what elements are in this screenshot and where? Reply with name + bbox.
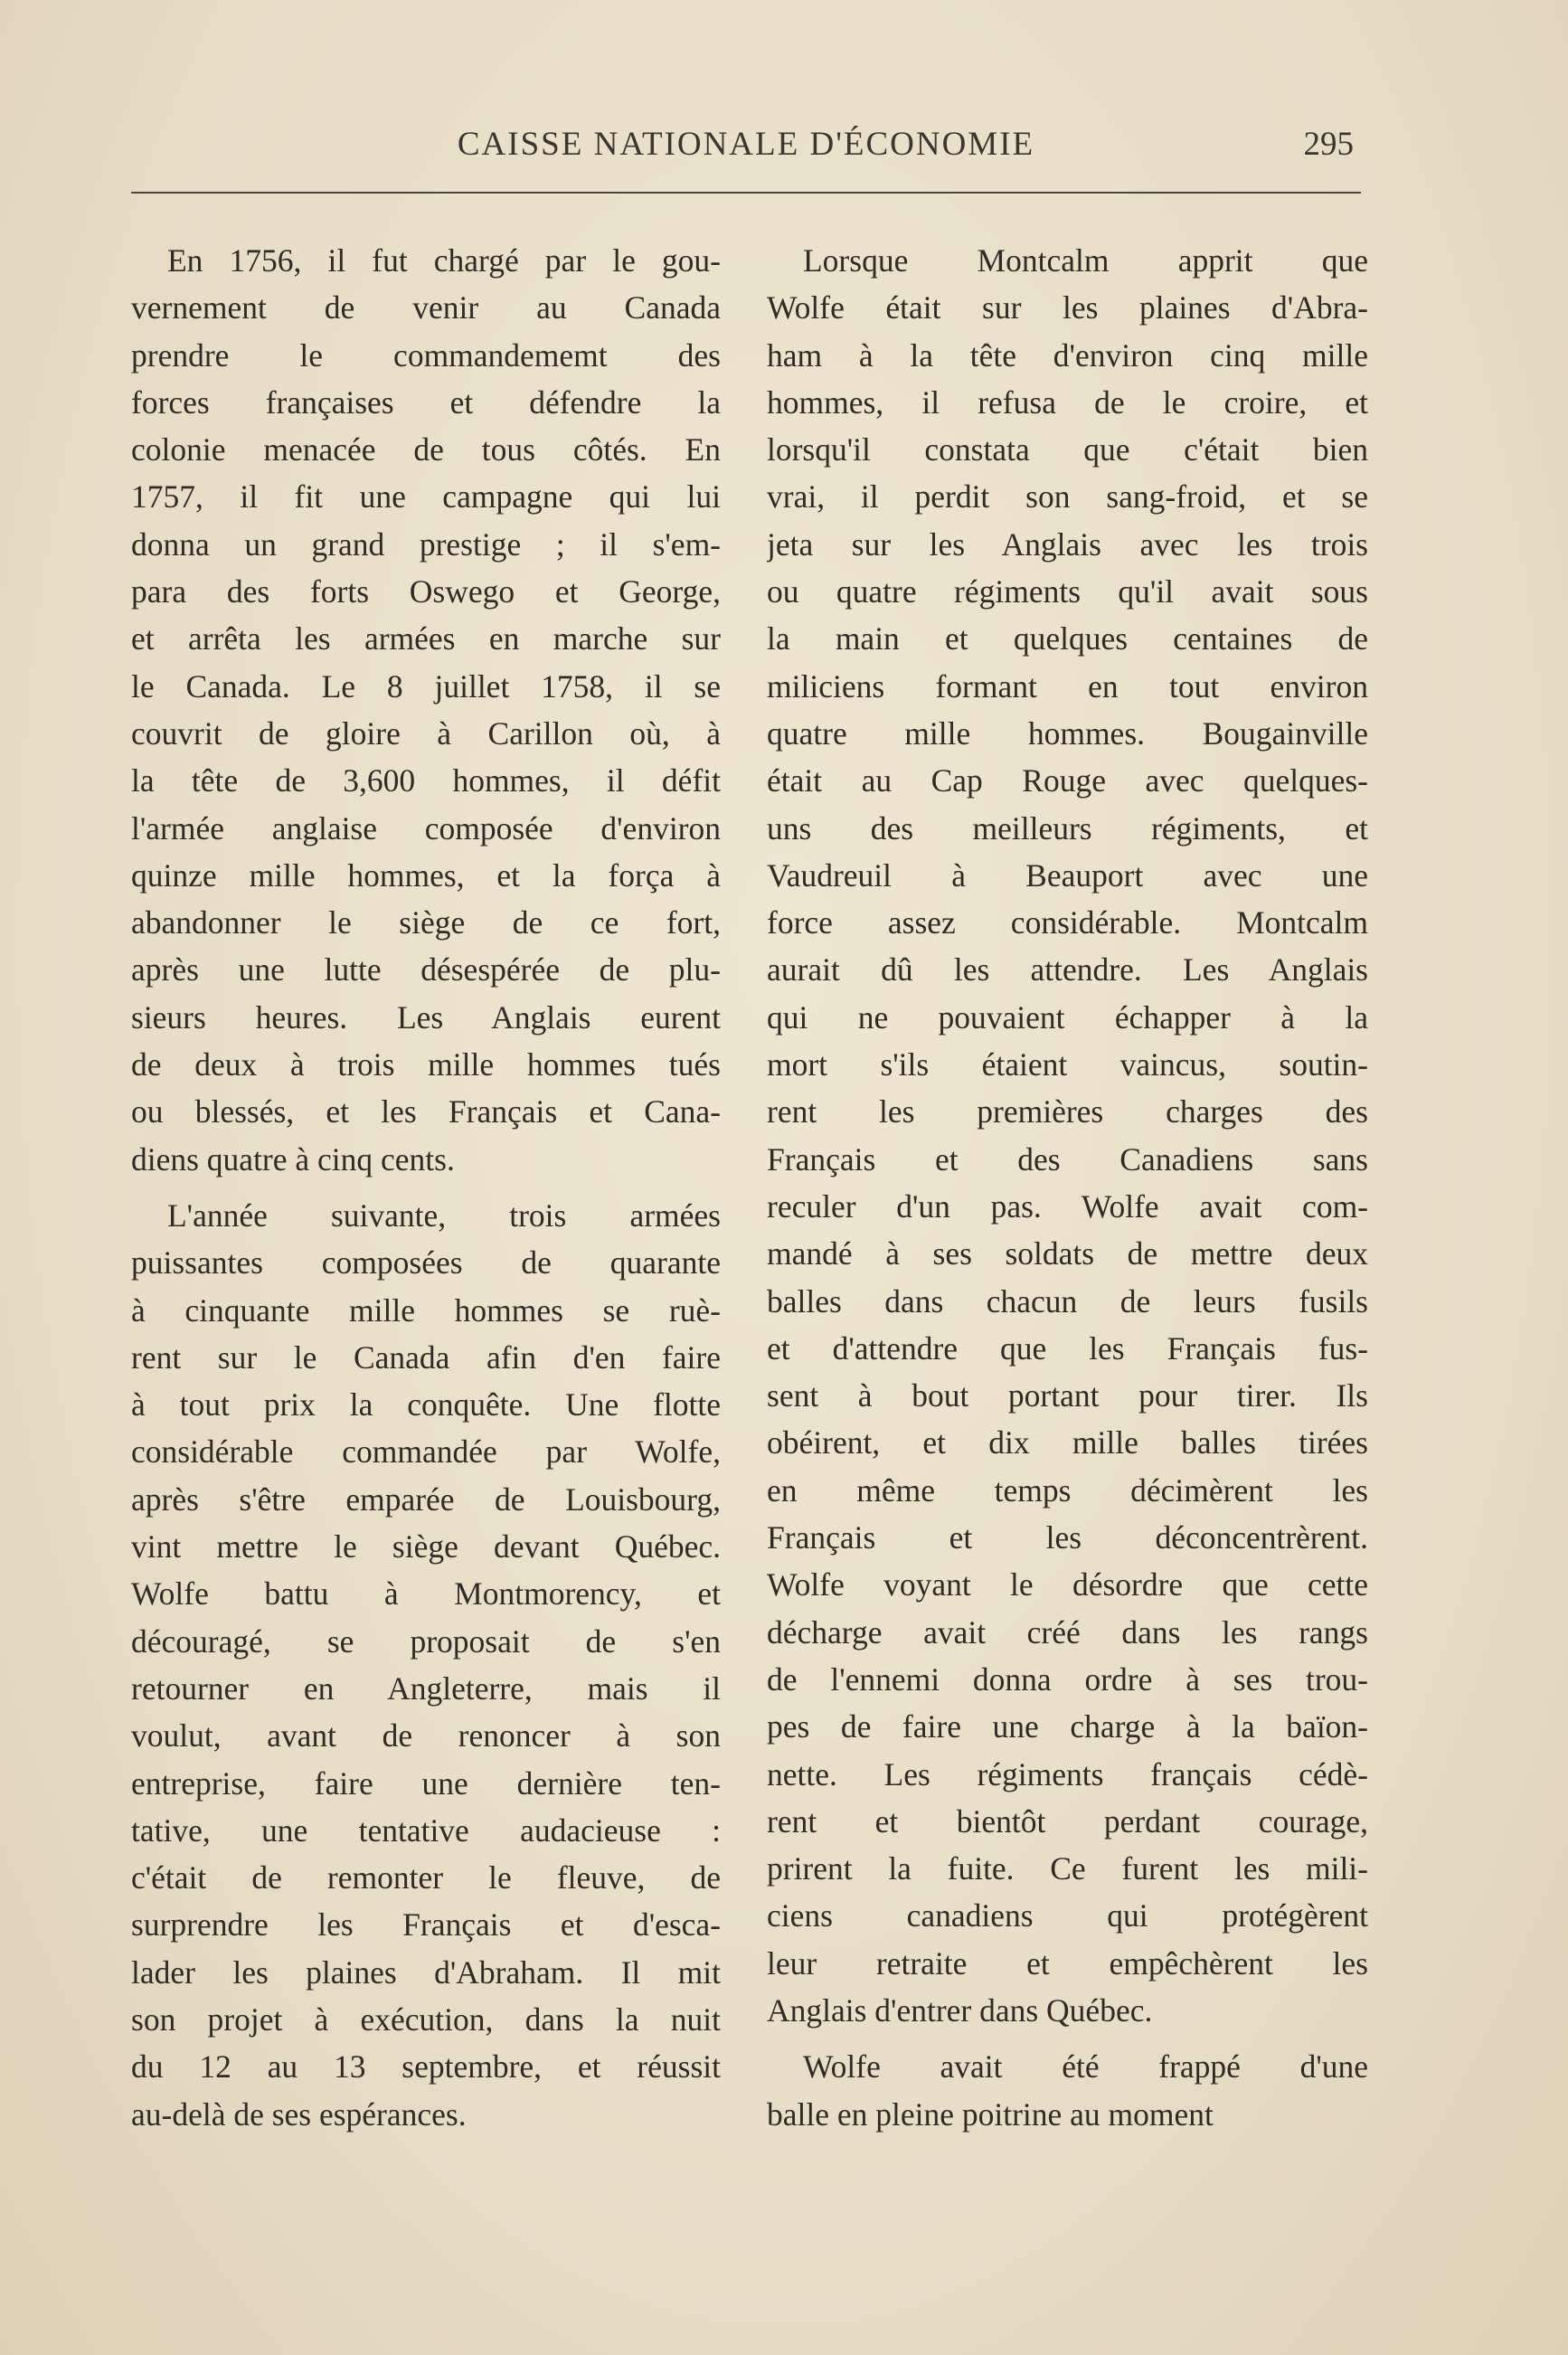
text-line: et arrêta les armées en marche sur: [131, 620, 721, 657]
text-line: Vaudreuil à Beauport avec une: [767, 856, 1368, 894]
text-line: miliciens formant en tout environ: [767, 667, 1368, 705]
text-column-left: [131, 237, 721, 2138]
text-line: au-delà de ses espérances.: [131, 2095, 467, 2133]
text-line: Lorsque Montcalm apprit que: [803, 242, 1368, 279]
text-line: obéirent, et dix mille balles tirées: [767, 1424, 1368, 1461]
text-line: surprendre les Français et d'esca-: [131, 1906, 721, 1944]
paragraph-gap: [131, 1183, 721, 1192]
text-line: c'était de remonter le fleuve, de: [131, 1859, 721, 1896]
text-line: quatre mille hommes. Bougainville: [767, 714, 1368, 752]
text-line: L'année suivante, trois armées: [167, 1196, 721, 1234]
text-line: rent sur le Canada afin d'en faire: [131, 1338, 721, 1376]
text-line: diens quatre à cinq cents.: [131, 1140, 455, 1178]
text-line: décharge avait créé dans les rangs: [767, 1613, 1368, 1650]
text-line: voulut, avant de renoncer à son: [131, 1717, 721, 1754]
text-line: donna un grand prestige ; il s'em-: [131, 525, 721, 563]
text-line: après s'être emparée de Louisbourg,: [131, 1480, 721, 1518]
text-line: rent les premières charges des: [767, 1093, 1368, 1130]
text-line: son projet à exécution, dans la nuit: [131, 2000, 721, 2038]
text-line: qui ne pouvaient échapper à la: [767, 998, 1368, 1036]
text-line: de l'ennemi donna ordre à ses trou-: [767, 1660, 1368, 1698]
text-line: à tout prix la conquête. Une flotte: [131, 1386, 721, 1423]
text-line: ou blessés, et les Français et Cana-: [131, 1093, 721, 1130]
text-line: quinze mille hommes, et la força à: [131, 856, 721, 894]
text-line: après une lutte désespérée de plu-: [131, 951, 721, 988]
text-line: Wolfe battu à Montmorency, et: [131, 1575, 721, 1613]
text-line: Français et les déconcentrèrent.: [767, 1519, 1368, 1556]
text-line: balles dans chacun de leurs fusils: [767, 1282, 1368, 1319]
text-line: 1757, il fit une campagne qui lui: [131, 478, 721, 515]
text-line: para des forts Oswego et George,: [131, 573, 721, 610]
text-line: de deux à trois mille hommes tués: [131, 1046, 721, 1083]
text-line: retourner en Angleterre, mais il: [131, 1669, 721, 1707]
text-line: mandé à ses soldats de mettre deux: [767, 1235, 1368, 1272]
text-line: en même temps décimèrent les: [767, 1471, 1368, 1509]
text-line: ham à la tête d'environ cinq mille: [767, 336, 1368, 374]
text-line: lader les plaines d'Abraham. Il mit: [131, 1953, 721, 1991]
text-line: aurait dû les attendre. Les Anglais: [767, 951, 1368, 988]
text-line: pes de faire une charge à la baïon-: [767, 1708, 1368, 1745]
text-line: rent et bientôt perdant courage,: [767, 1802, 1368, 1840]
text-line: la main et quelques centaines de: [767, 620, 1368, 657]
page-number: 295: [1303, 126, 1354, 163]
text-line: colonie menacée de tous côtés. En: [131, 431, 721, 468]
text-line: balle en pleine poitrine au moment: [767, 2095, 1214, 2133]
text-line: vernement de venir au Canada: [131, 289, 721, 326]
text-line: En 1756, il fut chargé par le gou-: [167, 242, 721, 279]
text-line: prendre le commandememt des: [131, 336, 721, 374]
text-column-right: [767, 237, 1368, 2138]
text-line: tative, une tentative audacieuse :: [131, 1811, 721, 1849]
text-line: Français et des Canadiens sans: [767, 1140, 1368, 1178]
text-line: entreprise, faire une dernière ten-: [131, 1764, 721, 1802]
text-line: du 12 au 13 septembre, et réussit: [131, 2048, 721, 2085]
text-line: prirent la fuite. Ce furent les mili-: [767, 1850, 1368, 1887]
text-line: Wolfe voyant le désordre que cette: [767, 1566, 1368, 1603]
text-line: vrai, il perdit son sang-froid, et se: [767, 478, 1368, 515]
text-line: hommes, il refusa de le croire, et: [767, 383, 1368, 421]
paragraph-gap: [767, 2034, 1368, 2043]
text-line: vint mettre le siège devant Québec.: [131, 1528, 721, 1565]
text-line: ou quatre régiments qu'il avait sous: [767, 573, 1368, 610]
text-line: nette. Les régiments français cédè-: [767, 1755, 1368, 1792]
text-line: à cinquante mille hommes se ruè-: [131, 1291, 721, 1329]
text-line: reculer d'un pas. Wolfe avait com-: [767, 1187, 1368, 1225]
text-line: sent à bout portant pour tirer. Ils: [767, 1377, 1368, 1414]
text-line: lorsqu'il constata que c'était bien: [767, 431, 1368, 468]
text-line: mort s'ils étaient vaincus, soutin-: [767, 1046, 1368, 1083]
text-line: et d'attendre que les Français fus-: [767, 1329, 1368, 1367]
text-line: découragé, se proposait de s'en: [131, 1622, 721, 1660]
text-line: le Canada. Le 8 juillet 1758, il se: [131, 667, 721, 705]
running-title: CAISSE NATIONALE D'ÉCONOMIE: [457, 126, 1035, 163]
header-rule: [131, 192, 1361, 194]
text-line: jeta sur les Anglais avec les trois: [767, 525, 1368, 563]
text-line: était au Cap Rouge avec quelques-: [767, 762, 1368, 799]
text-line: leur retraite et empêchèrent les: [767, 1944, 1368, 1981]
running-header: [131, 125, 1361, 179]
text-line: l'armée anglaise composée d'environ: [131, 809, 721, 846]
text-line: force assez considérable. Montcalm: [767, 904, 1368, 941]
text-line: ciens canadiens qui protégèrent: [767, 1897, 1368, 1934]
text-line: sieurs heures. Les Anglais eurent: [131, 998, 721, 1036]
text-line: uns des meilleurs régiments, et: [767, 809, 1368, 846]
text-line: la tête de 3,600 hommes, il défit: [131, 762, 721, 799]
text-line: considérable commandée par Wolfe,: [131, 1433, 721, 1471]
text-line: abandonner le siège de ce fort,: [131, 904, 721, 941]
text-line: couvrit de gloire à Carillon où, à: [131, 714, 721, 752]
text-line: Anglais d'entrer dans Québec.: [767, 1991, 1153, 2029]
text-line: forces françaises et défendre la: [131, 383, 721, 421]
text-line: Wolfe avait été frappé d'une: [803, 2048, 1368, 2085]
text-line: puissantes composées de quarante: [131, 1244, 721, 1282]
text-line: Wolfe était sur les plaines d'Abra-: [767, 289, 1368, 326]
